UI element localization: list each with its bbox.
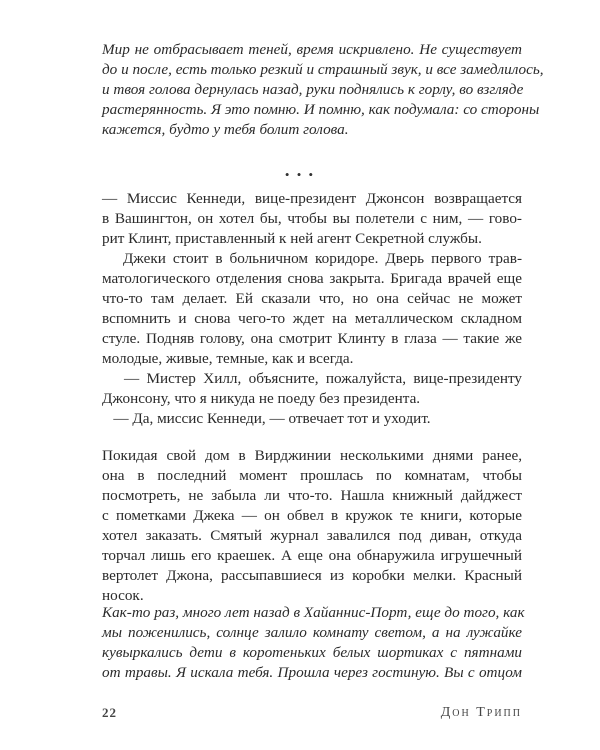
- text-line: до и после, есть только резкий и страшный звук, и все замедлилось,: [102, 61, 544, 78]
- text-line: носок.: [102, 587, 144, 604]
- text-line: Джеки стоит в больничном коридоре. Дверь первого трав-: [102, 250, 522, 267]
- page-footer: [102, 703, 522, 723]
- text-line: в Вашингтон, он хотел бы, чтобы вы полетели с ним, — гово-: [102, 210, 522, 227]
- italic-paragraph-memory: [102, 40, 544, 140]
- running-head-author: Дон Трипп: [440, 705, 522, 720]
- text-line: торчал лишь его краешек. А еще она обнаружила игрушечный: [102, 547, 522, 564]
- text-line: вертолет Джона, рассыпавшиеся из коробки мелки. Красный: [102, 567, 522, 584]
- text-line: кажется, будто у тебя болит голова.: [102, 121, 349, 138]
- text-line: она в последний момент прошлась по комнатам, чтобы: [102, 467, 522, 484]
- text-line: посмотреть, не забыла ли что-то. Нашла книжный дайджест: [102, 487, 522, 504]
- text-line: растерянность. Я это помню. И помню, как подумала: со стороны: [102, 101, 540, 118]
- dialogue-section: [102, 189, 522, 429]
- text-line: Джонсону, что я никуда не поеду без президента.: [102, 390, 421, 407]
- page-number: 22: [102, 705, 117, 720]
- text-line: кувыркались дети в коротеньких белых шортиках с пятнами: [102, 644, 522, 661]
- text-line: Покидая свой дом в Вирджинии несколькими днями ранее,: [102, 447, 522, 464]
- text-line: Как-то раз, много лет назад в Хайаннис-Порт, еще до того, как: [102, 604, 525, 621]
- text-line: — Мистер Хилл, объясните, пожалуйста, вице-президенту: [102, 370, 522, 387]
- section-separator: • • •: [284, 167, 316, 182]
- text-line: с пометками Джека — он обвел в кружок те книги, которые: [102, 507, 522, 524]
- text-line: молодые, живые, темные, как и всегда.: [102, 350, 354, 367]
- text-line: Мир не отбрасывает теней, время искривлено. Не существует: [102, 41, 522, 58]
- text-line: что-то там делает. Ей сказали что, но она сейчас не может: [102, 290, 522, 307]
- text-line: от травы. Я искала тебя. Прошла через гостиную. Вы с отцом: [102, 664, 522, 681]
- paragraph-house: [102, 446, 522, 606]
- text-line: мы поженились, солнце залило комнату светом, а на лужайке: [102, 624, 522, 641]
- text-line: — Миссис Кеннеди, вице-президент Джонсон возвращается: [102, 190, 522, 207]
- text-line: хотел заказать. Смятый журнал завалился под диван, откуда: [102, 527, 522, 544]
- text-line: вспомнить и снова чего-то ждет на металлическом складном: [102, 310, 522, 327]
- text-line: и твоя голова дернулась назад, руки поднялись к горлу, во взгляде: [102, 81, 524, 98]
- text-line: рит Клинт, приставленный к ней агент Секретной службы.: [102, 230, 482, 247]
- text-line: матологического отделения снова закрыта. Бригада врачей еще: [102, 270, 522, 287]
- italic-paragraph-hyannis: [102, 603, 525, 683]
- text-line: — Да, миссис Кеннеди, — отвечает тот и уходит.: [102, 410, 431, 427]
- text-line: стуле. Подняв голову, она смотрит Клинту в глаза — такие же: [102, 330, 522, 347]
